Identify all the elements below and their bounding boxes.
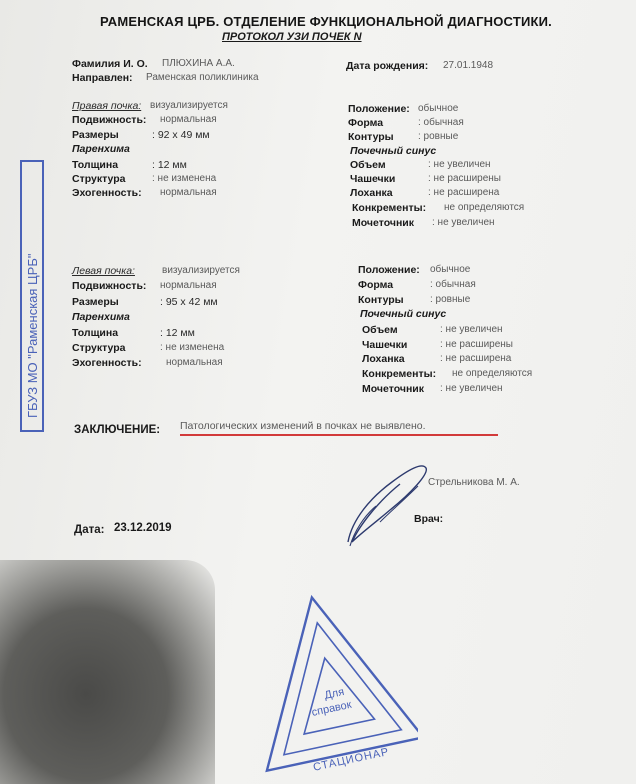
right-contours-value: : ровные (418, 131, 459, 142)
right-sinus: Почечный синус (350, 145, 437, 157)
right-mobility-label: Подвижность: (72, 114, 147, 126)
right-ureter-label: Мочеточник (352, 217, 415, 229)
doctor-signature (330, 450, 440, 560)
protocol-title: ПРОТОКОЛ УЗИ ПОЧЕК N (222, 31, 362, 43)
left-mobility-value: нормальная (160, 280, 217, 291)
left-echo-label: Эхогенность: (72, 357, 142, 369)
conclusion-label: ЗАКЛЮЧЕНИЕ: (74, 424, 161, 436)
left-sinus: Почечный синус (360, 308, 447, 320)
left-thickness-label: Толщина (72, 327, 119, 339)
triangle-stamp-bottom: СТАЦИОНАР (312, 745, 391, 774)
left-stones-label: Конкременты: (362, 368, 437, 380)
left-thickness-value: : 12 мм (160, 327, 195, 339)
left-mobility-label: Подвижность: (72, 280, 147, 292)
left-parenchyma: Паренхима (72, 311, 130, 323)
right-volume-value: : не увеличен (428, 159, 491, 170)
right-kidney-visual: визуализируется (150, 100, 228, 111)
right-mobility-value: нормальная (160, 114, 217, 125)
doctor-name: Стрельникова М. А. (428, 477, 520, 488)
header-title: РАМЕНСКАЯ ЦРБ. ОТДЕЛЕНИЕ ФУНКЦИОНАЛЬНОЙ ДИАГНОСТИКИ. (100, 14, 552, 29)
left-volume-label: Объем (362, 324, 398, 336)
right-position-value: обычное (418, 103, 459, 114)
left-ureter-label: Мочеточник (362, 383, 425, 395)
left-position-label: Положение: (358, 264, 420, 276)
right-size-label: Размеры (72, 129, 119, 141)
conclusion-text: Патологических изменений в почках не выявлено. (180, 420, 426, 432)
right-contours-label: Контуры (348, 131, 394, 143)
left-structure-label: Структура (72, 342, 126, 354)
right-kidney-title: Правая почка: (72, 100, 142, 112)
right-size-value: : 92 х 49 мм (152, 129, 210, 141)
date-value: 23.12.2019 (114, 522, 172, 534)
right-volume-label: Объем (350, 159, 386, 171)
right-structure-value: : не изменена (152, 173, 217, 184)
triangle-stamp-top: Для (323, 685, 346, 702)
right-stones-label: Конкременты: (352, 202, 427, 214)
right-structure-label: Структура (72, 173, 126, 185)
left-volume-value: : не увеличен (440, 324, 503, 335)
left-kidney-visual: визуализируется (162, 265, 240, 276)
right-shape-value: : обычная (418, 117, 464, 128)
right-cups-value: : не расширены (428, 173, 501, 184)
dob-label: Дата рождения: (346, 60, 429, 72)
left-pelvis-label: Лоханка (362, 353, 405, 365)
right-cups-label: Чашечки (350, 173, 396, 185)
right-shape-label: Форма (348, 117, 384, 129)
left-cups-value: : не расширены (440, 339, 513, 350)
right-pelvis-label: Лоханка (350, 187, 393, 199)
left-kidney-title: Левая почка: (72, 265, 135, 277)
dob-value: 27.01.1948 (443, 60, 494, 71)
right-echo-label: Эхогенность: (72, 187, 142, 199)
doctor-label: Врач: (414, 513, 444, 525)
left-structure-value: : не изменена (160, 342, 225, 353)
left-echo-value: нормальная (166, 357, 223, 368)
date-label: Дата: (74, 524, 105, 536)
side-stamp-text (20, 160, 46, 432)
referred-value: Раменская поликлиника (146, 72, 259, 83)
right-pelvis-value: : не расширена (428, 187, 500, 198)
patient-name-label: Фамилия И. О. (72, 58, 148, 70)
right-stones-value: не определяются (444, 202, 525, 213)
left-ureter-value: : не увеличен (440, 383, 503, 394)
patient-name-value: ПЛЮХИНА А.А. (162, 58, 235, 69)
left-size-value: : 95 х 42 мм (160, 296, 218, 308)
right-ureter-value: : не увеличен (432, 217, 495, 228)
left-size-label: Размеры (72, 296, 119, 308)
photo-shadow (0, 560, 215, 784)
side-stamp-label: ГБУЗ МО "Раменская ЦРБ" (25, 253, 40, 418)
right-echo-value: нормальная (160, 187, 217, 198)
triangle-stamp-mid: справок (310, 698, 353, 719)
left-position-value: обычное (430, 264, 471, 275)
right-thickness-label: Толщина (72, 159, 119, 171)
left-shape-value: : обычная (430, 279, 476, 290)
right-position-label: Положение: (348, 103, 410, 115)
left-stones-value: не определяются (452, 368, 533, 379)
left-shape-label: Форма (358, 279, 394, 291)
referred-label: Направлен: (72, 72, 133, 84)
left-pelvis-value: : не расширена (440, 353, 512, 364)
right-thickness-value: : 12 мм (152, 159, 187, 171)
triangle-stamp (238, 588, 418, 774)
right-parenchyma: Паренхима (72, 143, 130, 155)
left-contours-label: Контуры (358, 294, 404, 306)
left-cups-label: Чашечки (362, 339, 408, 351)
left-contours-value: : ровные (430, 294, 471, 305)
conclusion-underline (180, 434, 498, 436)
